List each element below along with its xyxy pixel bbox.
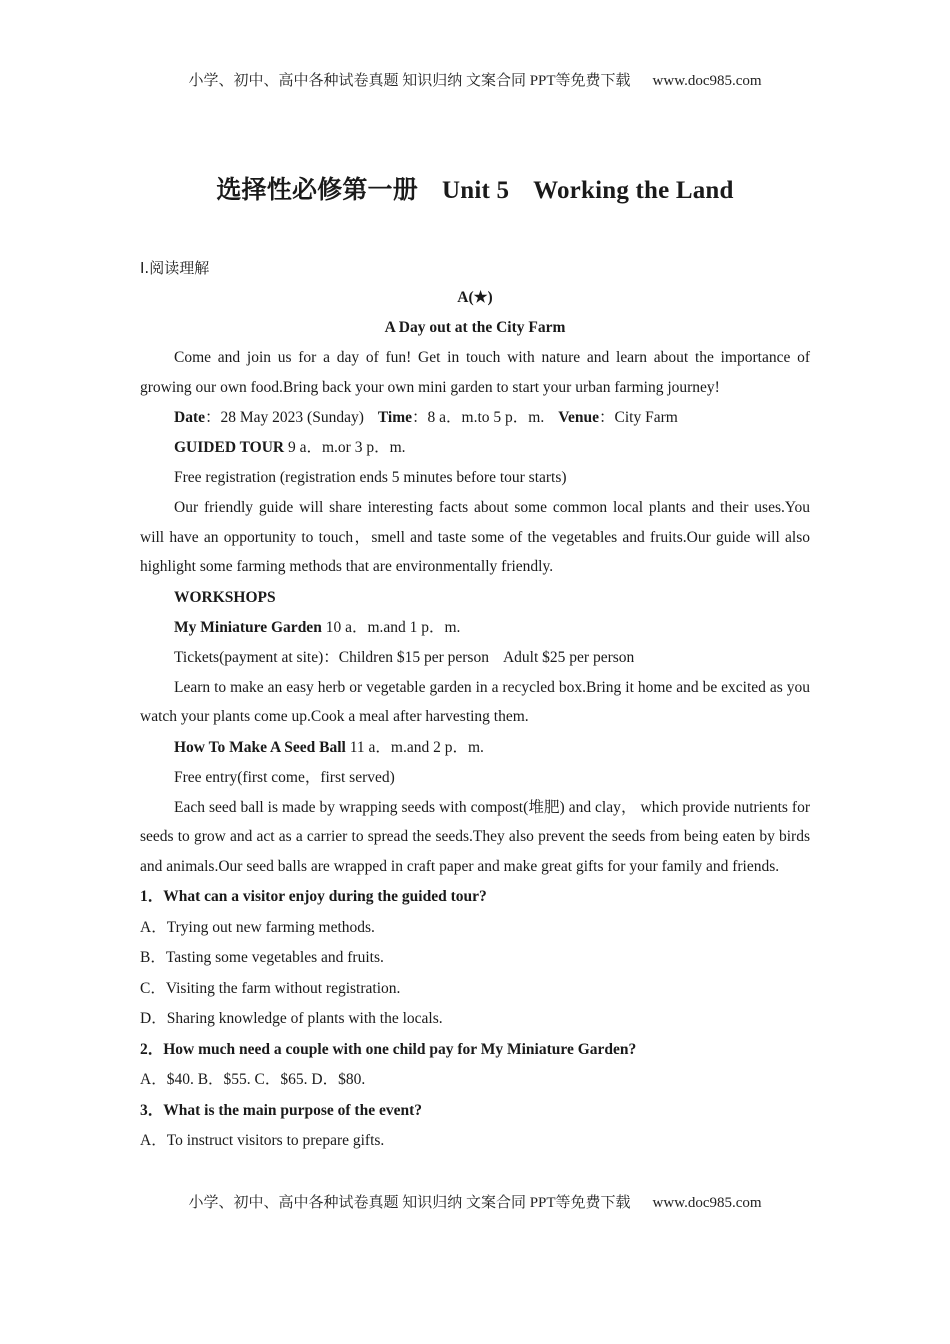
question-3: 3．What is the main purpose of the event?	[140, 1101, 423, 1119]
tour-description: Our friendly guide will share interesting facts about some common local plants and their uses.You will have an opportunity to touch，smell and taste some of the vegetables and fruits.Our guide will also highlight some farming methods that are environmentally friendly.	[140, 499, 810, 575]
question-2: 2．How much need a couple with one child pay for My Miniature Garden?	[140, 1040, 637, 1058]
date-label: Date	[174, 409, 205, 426]
garden-workshop-line	[140, 613, 810, 643]
q1-option-d: D．Sharing knowledge of plants with the locals.	[140, 1010, 443, 1027]
garden-tickets-adult: Adult $25 per person	[502, 648, 635, 666]
footer-text: 小学、初中、高中各种试卷真题 知识归纳 文案合同 PPT等免费下载	[188, 1195, 631, 1211]
workshops-heading: WORKSHOPS	[174, 588, 276, 606]
venue-value: ：City Farm	[599, 409, 678, 426]
q3-option-a: A．To instruct visitors to prepare gifts.	[140, 1132, 385, 1149]
tour-registration: Free registration (registration ends 5 minutes before tour starts)	[174, 469, 567, 486]
question-1: 1．What can a visitor enjoy during the guided tour?	[140, 888, 487, 905]
title-topic: Working the Land	[533, 177, 734, 204]
q1-option-b: B．Tasting some vegetables and fruits.	[140, 949, 384, 966]
time-label: Time	[377, 409, 413, 426]
q2-options: A．$40. B．$55. C．$65. D．$80.	[140, 1071, 366, 1088]
date-value: ：28 May 2023 (Sunday)	[205, 409, 364, 426]
title-main: 选择性必修第一册	[216, 177, 418, 204]
page-title	[0, 170, 950, 206]
guided-tour-line	[140, 433, 810, 463]
document-body	[140, 254, 810, 1157]
footer-site-link[interactable]: www.doc985.com	[652, 1195, 762, 1211]
seed-label: How To Make A Seed Ball	[174, 738, 346, 756]
seed-description: Each seed ball is made by wrapping seeds with compost(堆肥) and clay， which provide nutrients for seeds to grow and act as a carrier to spread the seeds.They also prevent the seeds from being eaten by birds and animals.Our seed balls are wrapped in craft paper and make great gifts for your family and friends.	[140, 798, 810, 875]
tour-label: GUIDED TOUR	[174, 439, 285, 456]
header-site-link[interactable]: www.doc985.com	[652, 73, 762, 89]
q1-option-a: A．Trying out new farming methods.	[140, 918, 375, 936]
garden-tickets-line	[140, 643, 810, 673]
seed-workshop-line	[140, 733, 810, 763]
title-unit: Unit 5	[441, 177, 510, 204]
garden-time: 10 a．m.and 1 p．m.	[321, 618, 461, 636]
passage-heading: A Day out at the City Farm	[384, 319, 566, 336]
garden-description: Learn to make an easy herb or vegetable garden in a recycled box.Bring it home and be excited as you watch your plants come up.Cook a meal after harvesting them.	[140, 678, 810, 725]
tour-time: 9 a．m.or 3 p．m.	[284, 439, 406, 456]
passage-label: A(★)	[457, 289, 493, 306]
seed-entry: Free entry(first come，first served)	[174, 768, 395, 786]
seed-time: 11 a．m.and 2 p．m.	[345, 738, 484, 756]
intro-paragraph: Come and join us for a day of fun! Get in touch with nature and learn about the importance of growing our own food.Bring back your own mini garden to start your urban farming journey!	[140, 349, 810, 396]
section-heading: Ⅰ.阅读理解	[140, 259, 210, 277]
q1-option-c: C．Visiting the farm without registration.	[140, 979, 401, 997]
header-text: 小学、初中、高中各种试卷真题 知识归纳 文案合同 PPT等免费下载	[188, 73, 631, 89]
garden-tickets: Tickets(payment at site)：Children $15 per person	[174, 648, 489, 666]
page-footer	[0, 1191, 950, 1212]
garden-label: My Miniature Garden	[174, 618, 322, 636]
time-value: ：8 a．m.to 5 p．m.	[412, 409, 545, 426]
page-header	[0, 69, 950, 90]
event-info-line	[140, 403, 810, 433]
venue-label: Venue	[558, 409, 599, 426]
